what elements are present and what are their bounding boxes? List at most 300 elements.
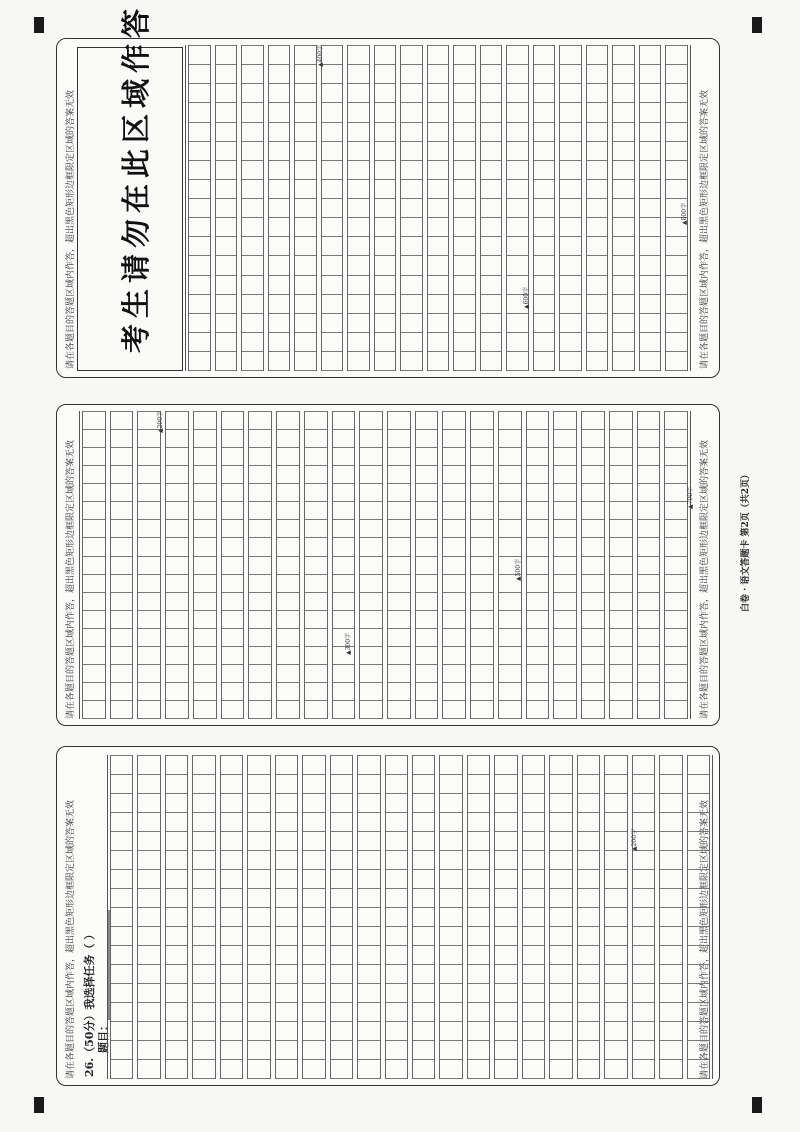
grid-cell[interactable]: [111, 794, 132, 813]
grid-cell[interactable]: [443, 484, 465, 502]
grid-cell[interactable]: [249, 683, 271, 701]
grid-cell[interactable]: [534, 333, 555, 352]
grid-cell[interactable]: [138, 683, 160, 701]
grid-cell[interactable]: [322, 256, 343, 275]
grid-cell[interactable]: [610, 557, 632, 575]
grid-cell[interactable]: [194, 647, 216, 665]
grid-cell[interactable]: [640, 199, 661, 218]
grid-cell[interactable]: [166, 484, 188, 502]
grid-cell[interactable]: [443, 647, 465, 665]
grid-cell[interactable]: [221, 927, 242, 946]
grid-cell[interactable]: [605, 965, 626, 984]
grid-cell[interactable]: [216, 103, 237, 122]
grid-cell[interactable]: [111, 984, 132, 1003]
grid-cell[interactable]: [388, 647, 410, 665]
grid-cell[interactable]: [610, 575, 632, 593]
grid-cell[interactable]: [527, 611, 549, 629]
grid-cell[interactable]: [111, 701, 133, 719]
grid-cell[interactable]: [242, 256, 263, 275]
grid-cell[interactable]: [138, 1060, 159, 1079]
grid-cell[interactable]: [269, 237, 290, 256]
grid-cell[interactable]: [587, 103, 608, 122]
grid-cell[interactable]: [640, 123, 661, 142]
grid-cell[interactable]: [401, 84, 422, 103]
grid-cell[interactable]: [560, 237, 581, 256]
grid-cell[interactable]: [495, 1041, 516, 1060]
grid-cell[interactable]: [276, 813, 297, 832]
grid-cell[interactable]: [277, 593, 299, 611]
grid-cell[interactable]: [416, 665, 438, 683]
grid-cell[interactable]: [428, 276, 449, 295]
grid-cell[interactable]: [638, 575, 660, 593]
grid-cell[interactable]: [276, 889, 297, 908]
grid-cell[interactable]: [166, 889, 187, 908]
grid-cell[interactable]: [413, 1003, 434, 1022]
grid-cell[interactable]: [83, 593, 105, 611]
grid-cell[interactable]: [333, 502, 355, 520]
grid-cell[interactable]: [665, 575, 687, 593]
grid-cell[interactable]: [348, 161, 369, 180]
grid-cell[interactable]: [638, 538, 660, 556]
grid-cell[interactable]: [499, 430, 521, 448]
grid-cell[interactable]: [660, 889, 681, 908]
grid-cell[interactable]: [401, 199, 422, 218]
grid-cell[interactable]: [348, 218, 369, 237]
grid-cell[interactable]: [248, 984, 269, 1003]
grid-cell[interactable]: [348, 65, 369, 84]
grid-cell[interactable]: [303, 908, 324, 927]
grid-cell[interactable]: [295, 180, 316, 199]
grid-cell[interactable]: [610, 701, 632, 719]
grid-cell[interactable]: [443, 502, 465, 520]
grid-cell[interactable]: [688, 870, 709, 889]
grid-cell[interactable]: [242, 314, 263, 333]
grid-cell[interactable]: [688, 1003, 709, 1022]
grid-cell[interactable]: [388, 520, 410, 538]
grid-cell[interactable]: [360, 647, 382, 665]
grid-cell[interactable]: [242, 123, 263, 142]
grid-cell[interactable]: [111, 538, 133, 556]
grid-cell[interactable]: [534, 123, 555, 142]
grid-cell[interactable]: [550, 1060, 571, 1079]
grid-cell[interactable]: [578, 965, 599, 984]
grid-cell[interactable]: [633, 946, 654, 965]
grid-cell[interactable]: [413, 851, 434, 870]
grid-cell[interactable]: [111, 466, 133, 484]
grid-cell[interactable]: [375, 295, 396, 314]
grid-cell[interactable]: [688, 927, 709, 946]
grid-cell[interactable]: [189, 218, 210, 237]
grid-cell[interactable]: [660, 1022, 681, 1041]
grid-cell[interactable]: [587, 256, 608, 275]
grid-cell[interactable]: [610, 683, 632, 701]
grid-cell[interactable]: [468, 1003, 489, 1022]
grid-cell[interactable]: [216, 65, 237, 84]
grid-cell[interactable]: [582, 466, 604, 484]
grid-cell[interactable]: [138, 984, 159, 1003]
grid-cell[interactable]: [322, 65, 343, 84]
grid-cell[interactable]: [554, 647, 576, 665]
grid-cell[interactable]: [358, 965, 379, 984]
grid-cell[interactable]: [527, 538, 549, 556]
grid-cell[interactable]: [333, 430, 355, 448]
grid-cell[interactable]: [507, 237, 528, 256]
grid-cell[interactable]: [401, 352, 422, 371]
grid-cell[interactable]: [358, 946, 379, 965]
grid-cell[interactable]: [605, 794, 626, 813]
grid-cell[interactable]: [507, 45, 528, 65]
grid-cell[interactable]: [216, 161, 237, 180]
grid-cell[interactable]: [527, 520, 549, 538]
grid-cell[interactable]: [221, 984, 242, 1003]
grid-cell[interactable]: [499, 593, 521, 611]
grid-cell[interactable]: [189, 237, 210, 256]
grid-cell[interactable]: [666, 256, 687, 275]
grid-cell[interactable]: [277, 683, 299, 701]
grid-cell[interactable]: [111, 502, 133, 520]
grid-cell[interactable]: [550, 775, 571, 794]
grid-cell[interactable]: [610, 538, 632, 556]
grid-cell[interactable]: [413, 794, 434, 813]
grid-cell[interactable]: [613, 256, 634, 275]
grid-cell[interactable]: [348, 295, 369, 314]
grid-cell[interactable]: [222, 557, 244, 575]
grid-cell[interactable]: [413, 889, 434, 908]
grid-cell[interactable]: [554, 665, 576, 683]
grid-cell[interactable]: [587, 295, 608, 314]
grid-cell[interactable]: [248, 1041, 269, 1060]
grid-cell[interactable]: [295, 295, 316, 314]
grid-cell[interactable]: [582, 484, 604, 502]
grid-cell[interactable]: [416, 647, 438, 665]
grid-cell[interactable]: [386, 870, 407, 889]
grid-cell[interactable]: [248, 832, 269, 851]
grid-cell[interactable]: [276, 794, 297, 813]
grid-cell[interactable]: [638, 466, 660, 484]
grid-cell[interactable]: [348, 142, 369, 161]
grid-cell[interactable]: [666, 237, 687, 256]
grid-cell[interactable]: [582, 629, 604, 647]
grid-cell[interactable]: [277, 701, 299, 719]
grid-cell[interactable]: [194, 665, 216, 683]
grid-cell[interactable]: [416, 575, 438, 593]
grid-cell[interactable]: [305, 484, 327, 502]
grid-cell[interactable]: [166, 629, 188, 647]
grid-cell[interactable]: [111, 965, 132, 984]
grid-cell[interactable]: [138, 557, 160, 575]
grid-cell[interactable]: [194, 466, 216, 484]
grid-cell[interactable]: [111, 851, 132, 870]
grid-cell[interactable]: [375, 256, 396, 275]
grid-cell[interactable]: [303, 832, 324, 851]
grid-cell[interactable]: [666, 276, 687, 295]
grid-cell[interactable]: [560, 161, 581, 180]
grid-cell[interactable]: [331, 851, 352, 870]
grid-cell[interactable]: [111, 813, 132, 832]
grid-cell[interactable]: [277, 430, 299, 448]
grid-cell[interactable]: [358, 889, 379, 908]
grid-cell[interactable]: [216, 314, 237, 333]
grid-cell[interactable]: [610, 520, 632, 538]
grid-cell[interactable]: [638, 683, 660, 701]
grid-cell[interactable]: [333, 538, 355, 556]
grid-cell[interactable]: [295, 276, 316, 295]
grid-cell[interactable]: [605, 984, 626, 1003]
grid-cell[interactable]: [83, 502, 105, 520]
grid-cell[interactable]: [303, 1003, 324, 1022]
grid-cell[interactable]: [249, 466, 271, 484]
grid-cell[interactable]: [560, 199, 581, 218]
grid-cell[interactable]: [166, 557, 188, 575]
grid-cell[interactable]: [358, 1003, 379, 1022]
grid-cell[interactable]: [269, 142, 290, 161]
grid-cell[interactable]: [333, 557, 355, 575]
grid-cell[interactable]: [640, 256, 661, 275]
grid-cell[interactable]: [665, 520, 687, 538]
grid-cell[interactable]: [428, 333, 449, 352]
grid-cell[interactable]: [605, 1060, 626, 1079]
grid-cell[interactable]: [613, 123, 634, 142]
grid-cell[interactable]: [554, 520, 576, 538]
grid-cell[interactable]: [613, 314, 634, 333]
grid-cell[interactable]: [613, 180, 634, 199]
grid-cell[interactable]: [468, 794, 489, 813]
grid-cell[interactable]: [166, 775, 187, 794]
grid-cell[interactable]: [360, 448, 382, 466]
grid-cell[interactable]: [665, 593, 687, 611]
grid-cell[interactable]: [587, 84, 608, 103]
grid-cell[interactable]: [111, 448, 133, 466]
grid-cell[interactable]: [348, 237, 369, 256]
grid-cell[interactable]: [83, 701, 105, 719]
grid-cell[interactable]: [303, 965, 324, 984]
grid-cell[interactable]: [386, 794, 407, 813]
grid-cell[interactable]: [527, 557, 549, 575]
grid-cell[interactable]: [111, 1060, 132, 1079]
grid-cell[interactable]: [242, 180, 263, 199]
grid-cell[interactable]: [331, 755, 352, 775]
grid-cell[interactable]: [688, 832, 709, 851]
grid-cell[interactable]: [322, 333, 343, 352]
grid-cell[interactable]: [523, 889, 544, 908]
grid-cell[interactable]: [138, 755, 159, 775]
grid-cell[interactable]: [610, 484, 632, 502]
grid-cell[interactable]: [386, 1022, 407, 1041]
grid-cell[interactable]: [303, 775, 324, 794]
grid-cell[interactable]: [305, 683, 327, 701]
grid-cell[interactable]: [688, 889, 709, 908]
grid-cell[interactable]: [193, 984, 214, 1003]
grid-cell[interactable]: [523, 1022, 544, 1041]
grid-cell[interactable]: [269, 103, 290, 122]
grid-cell[interactable]: [660, 775, 681, 794]
grid-cell[interactable]: [166, 411, 188, 430]
grid-cell[interactable]: [578, 870, 599, 889]
grid-cell[interactable]: [610, 665, 632, 683]
grid-cell[interactable]: [633, 908, 654, 927]
grid-cell[interactable]: [303, 984, 324, 1003]
grid-cell[interactable]: [166, 502, 188, 520]
grid-cell[interactable]: [443, 701, 465, 719]
grid-cell[interactable]: [166, 593, 188, 611]
grid-cell[interactable]: [193, 832, 214, 851]
grid-cell[interactable]: [248, 870, 269, 889]
grid-cell[interactable]: [388, 557, 410, 575]
grid-cell[interactable]: [322, 352, 343, 371]
grid-cell[interactable]: [587, 123, 608, 142]
grid-cell[interactable]: [527, 647, 549, 665]
grid-cell[interactable]: [277, 611, 299, 629]
grid-cell[interactable]: [660, 965, 681, 984]
grid-cell[interactable]: [481, 180, 502, 199]
grid-cell[interactable]: [582, 665, 604, 683]
grid-cell[interactable]: [443, 430, 465, 448]
grid-cell[interactable]: [507, 180, 528, 199]
grid-cell[interactable]: [550, 813, 571, 832]
grid-cell[interactable]: [348, 256, 369, 275]
grid-cell[interactable]: [305, 593, 327, 611]
grid-cell[interactable]: [495, 832, 516, 851]
grid-cell[interactable]: [388, 629, 410, 647]
grid-cell[interactable]: [660, 832, 681, 851]
grid-cell[interactable]: [216, 276, 237, 295]
grid-cell[interactable]: [348, 84, 369, 103]
grid-cell[interactable]: [305, 430, 327, 448]
grid-cell[interactable]: [248, 851, 269, 870]
grid-cell[interactable]: [582, 701, 604, 719]
grid-cell[interactable]: [468, 1041, 489, 1060]
grid-cell[interactable]: [138, 538, 160, 556]
grid-cell[interactable]: [471, 557, 493, 575]
grid-cell[interactable]: [193, 775, 214, 794]
grid-cell[interactable]: [277, 538, 299, 556]
grid-cell[interactable]: [638, 629, 660, 647]
grid-cell[interactable]: [440, 946, 461, 965]
grid-cell[interactable]: [276, 1003, 297, 1022]
grid-cell[interactable]: [499, 611, 521, 629]
grid-cell[interactable]: [550, 889, 571, 908]
grid-cell[interactable]: [193, 1041, 214, 1060]
grid-cell[interactable]: [495, 908, 516, 927]
grid-cell[interactable]: [386, 755, 407, 775]
grid-cell[interactable]: [660, 927, 681, 946]
grid-cell[interactable]: [471, 665, 493, 683]
grid-cell[interactable]: [322, 45, 343, 65]
grid-cell[interactable]: [138, 965, 159, 984]
grid-cell[interactable]: [523, 794, 544, 813]
grid-cell[interactable]: [83, 629, 105, 647]
grid-cell[interactable]: [333, 448, 355, 466]
grid-cell[interactable]: [582, 557, 604, 575]
grid-cell[interactable]: [375, 65, 396, 84]
grid-cell[interactable]: [111, 593, 133, 611]
grid-cell[interactable]: [83, 647, 105, 665]
grid-cell[interactable]: [242, 352, 263, 371]
grid-cell[interactable]: [507, 199, 528, 218]
grid-cell[interactable]: [428, 256, 449, 275]
grid-cell[interactable]: [613, 45, 634, 65]
grid-cell[interactable]: [248, 813, 269, 832]
grid-cell[interactable]: [348, 103, 369, 122]
grid-cell[interactable]: [560, 333, 581, 352]
grid-cell[interactable]: [481, 123, 502, 142]
grid-cell[interactable]: [386, 889, 407, 908]
grid-cell[interactable]: [688, 755, 709, 775]
grid-cell[interactable]: [550, 1041, 571, 1060]
grid-cell[interactable]: [111, 557, 133, 575]
grid-cell[interactable]: [277, 557, 299, 575]
grid-cell[interactable]: [221, 908, 242, 927]
grid-cell[interactable]: [375, 84, 396, 103]
grid-cell[interactable]: [189, 295, 210, 314]
grid-cell[interactable]: [468, 870, 489, 889]
grid-cell[interactable]: [276, 832, 297, 851]
grid-cell[interactable]: [550, 927, 571, 946]
grid-cell[interactable]: [481, 333, 502, 352]
grid-cell[interactable]: [560, 103, 581, 122]
grid-cell[interactable]: [471, 430, 493, 448]
grid-cell[interactable]: [560, 142, 581, 161]
grid-cell[interactable]: [454, 218, 475, 237]
grid-cell[interactable]: [688, 775, 709, 794]
grid-cell[interactable]: [360, 520, 382, 538]
grid-cell[interactable]: [375, 352, 396, 371]
grid-cell[interactable]: [633, 1041, 654, 1060]
grid-cell[interactable]: [560, 314, 581, 333]
grid-cell[interactable]: [189, 333, 210, 352]
grid-cell[interactable]: [560, 295, 581, 314]
grid-cell[interactable]: [193, 813, 214, 832]
grid-cell[interactable]: [523, 984, 544, 1003]
grid-cell[interactable]: [388, 701, 410, 719]
grid-cell[interactable]: [305, 466, 327, 484]
grid-cell[interactable]: [276, 775, 297, 794]
grid-cell[interactable]: [249, 502, 271, 520]
grid-cell[interactable]: [534, 314, 555, 333]
grid-cell[interactable]: [578, 1003, 599, 1022]
grid-cell[interactable]: [688, 1041, 709, 1060]
grid-cell[interactable]: [578, 1041, 599, 1060]
grid-cell[interactable]: [605, 813, 626, 832]
grid-cell[interactable]: [413, 870, 434, 889]
grid-cell[interactable]: [610, 411, 632, 430]
grid-cell[interactable]: [360, 683, 382, 701]
grid-cell[interactable]: [413, 965, 434, 984]
grid-cell[interactable]: [249, 538, 271, 556]
grid-cell[interactable]: [295, 65, 316, 84]
grid-cell[interactable]: [375, 314, 396, 333]
grid-cell[interactable]: [638, 430, 660, 448]
grid-cell[interactable]: [428, 161, 449, 180]
grid-cell[interactable]: [578, 851, 599, 870]
grid-cell[interactable]: [111, 755, 132, 775]
grid-cell[interactable]: [413, 813, 434, 832]
grid-cell[interactable]: [277, 629, 299, 647]
grid-cell[interactable]: [305, 701, 327, 719]
grid-cell[interactable]: [194, 593, 216, 611]
grid-cell[interactable]: [295, 237, 316, 256]
grid-cell[interactable]: [454, 237, 475, 256]
grid-cell[interactable]: [468, 851, 489, 870]
grid-cell[interactable]: [468, 813, 489, 832]
grid-cell[interactable]: [193, 794, 214, 813]
grid-cell[interactable]: [166, 701, 188, 719]
grid-cell[interactable]: [358, 755, 379, 775]
grid-cell[interactable]: [111, 927, 132, 946]
grid-cell[interactable]: [401, 45, 422, 65]
grid-cell[interactable]: [388, 683, 410, 701]
grid-cell[interactable]: [443, 611, 465, 629]
